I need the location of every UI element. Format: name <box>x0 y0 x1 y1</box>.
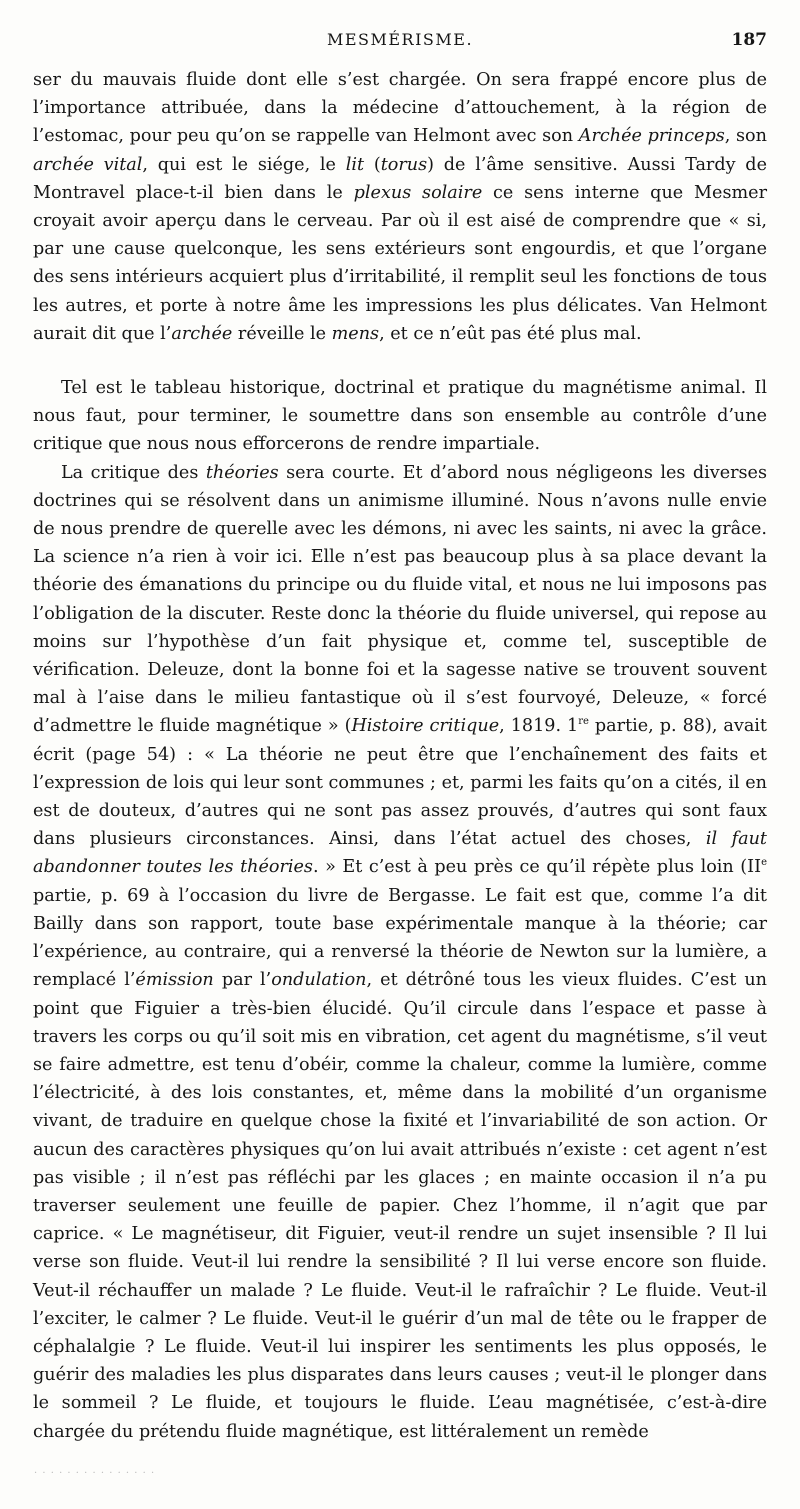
text-run: , et ce n’eût pas été plus mal. <box>379 323 642 344</box>
italic-text: archée <box>171 323 233 344</box>
italic-text: plexus solaire <box>353 182 483 203</box>
superscript-text: re <box>578 716 589 728</box>
italic-text: torus <box>380 154 428 175</box>
paragraph <box>33 459 767 1446</box>
text-run: ( <box>364 154 381 175</box>
italic-text: lit <box>345 154 365 175</box>
text-run: La critique des <box>61 462 206 483</box>
text-run: Tel est le tableau historique, doctrinal et pratique du magnétisme animal. Il nous faut, pour terminer, le soumettre dans son ensemble au contrôle d’une critique que nous nous efforcerons de rendre impartiale. <box>33 378 767 455</box>
footer-marks: · · · · · · · · · · · · · · · <box>34 1468 156 1479</box>
italic-text: mens <box>331 323 380 344</box>
text-run: ) de l’âme sensitive. Aussi Tardy de Montravel place-t-il bien dans le <box>33 154 767 203</box>
paragraph <box>33 66 767 348</box>
text-run: partie, p. 88), avait écrit (page 54) : « La théorie ne peut être que l’enchaînement des faits et l’expression de lois qui leur sont communes ; et, parmi les faits qu’on a cités, il en est de douteux, d’autres qui ne sont pas assez prouvés, d’autres qui sont faux dans plusieurs circonstances. Ainsi, dans l’état actuel des choses, <box>33 716 768 850</box>
text-run: ser du mauvais fluide dont elle s’est chargée. On sera frappé encore plus de l’importance attribuée, dans la médecine d’attouchement, à la région de l’estomac, pour peu qu’on se rappelle van Helmont avec son <box>33 70 767 147</box>
running-title: MESMÉRISME. <box>326 30 474 49</box>
text-run: sera courte. Et d’abord nous négligeons les diverses doctrines qui se résolvent dans un animisme illuminé. Nous n’avons nulle envie de nous prendre de querelle avec les démons, ni avec les saints, ni avec la grâce. La science n’a rien à voir ici. Elle n’est pas beaucoup plus à sa place devant la théorie des émanations du principe ou du fluide vital, et nous ne lui imposons pas l’obligation de la discuter. Reste donc la théorie du fluide universel, qui repose au moins sur l’hypothèse d’un fait physique et, comme tel, susceptible de vérification. Deleuze, dont la bonne foi et la sagesse native se trouvent souvent mal à l’aise dans le milieu fantastique où il s’est fourvoyé, Deleuze, « forcé d’admettre le fluide magnétique » ( <box>33 462 767 737</box>
text-run: réveille le <box>232 323 332 344</box>
text-run: partie, p. 69 à l’occasion du livre de Bergasse. Le fait est que, comme l’a dit Bailly dans son rapport, toute base expérimentale manque à la théorie; car l’expérience, au contraire, qui a renversé la théorie de Newton sur la lumière, a remplacé l’ <box>33 885 767 991</box>
text-run: , qui est le siége, le <box>142 154 346 175</box>
page-number: 187 <box>731 30 767 50</box>
italic-text: Histoire critique <box>351 716 500 737</box>
italic-text: archée vital <box>33 154 143 175</box>
text-run: , 1819. 1 <box>499 716 579 737</box>
running-head <box>33 30 767 60</box>
paragraph <box>33 374 767 459</box>
italic-text: Archée princeps <box>578 126 725 147</box>
text-run: par l’ <box>213 970 272 991</box>
superscript-text: e <box>761 857 767 869</box>
body-text <box>33 66 767 1446</box>
italic-text: théories <box>205 462 279 483</box>
text-run: ce sens interne que Mesmer croyait avoir aperçu dans le cerveau. Par où il est aisé de comprendre que « si, par une cause quelconque, les sens extérieurs sont engourdis, et que l’organe des sens intérieurs acquiert plus d’irritabilité, il remplit seul les fonctions de tous les autres, et porte à notre âme les impressions les plus délicates. Van Helmont aurait dit que l’ <box>33 182 767 344</box>
text-run: , son <box>724 126 767 147</box>
italic-text: ondulation <box>271 970 367 991</box>
italic-text: il faut abandonner toutes les théories <box>33 829 767 878</box>
italic-text: émission <box>135 970 214 991</box>
text-run: . » Et c’est à peu près ce qu’il répète plus loin (II <box>312 857 762 878</box>
text-run: , et détrôné tous les vieux fluides. C’est un point que Figuier a très-bien élucidé. Qu’il circule dans l’espace et passe à travers les corps ou qu’il soit mis en vibration, cet agent du magnétisme, s’il veut se faire admettre, est tenu d’obéir, comme la chaleur, comme la lumière, comme l’électricité, à des lois constantes, et, même dans la mobilité d’un organisme vivant, de traduire en quelque chose la fixité et l’invariabilité de son action. Or aucun des caractères physiques qu’on lui avait attribués n’existe : cet agent n’est pas visible ; il n’est pas réfléchi par les glaces ; en mainte occasion il n’a pu traverser seulement une feuille de papier. Chez l’homme, il n’agit que par caprice. « Le magnétiseur, dit Figuier, veut-il rendre un sujet insensible ? Il lui verse son fluide. Veut-il lui rendre la sensibilité ? Il lui verse encore son fluide. Veut-il réchauffer un malade ? Le fluide. Veut-il le rafraîchir ? Le fluide. Veut-il l’exciter, le calmer ? Le fluide. Veut-il le guérir d’un mal de tête ou le frapper de céphalalgie ? Le fluide. Veut-il lui inspirer les sentiments les plus opposés, le guérir des maladies les plus disparates dans leurs causes ; veut-il le plonger dans le sommeil ? Le fluide, et toujours le fluide. L’eau magnétisée, c’est-à-dire chargée du prétendu fluide magnétique, est littéralement un remède <box>33 970 767 1442</box>
